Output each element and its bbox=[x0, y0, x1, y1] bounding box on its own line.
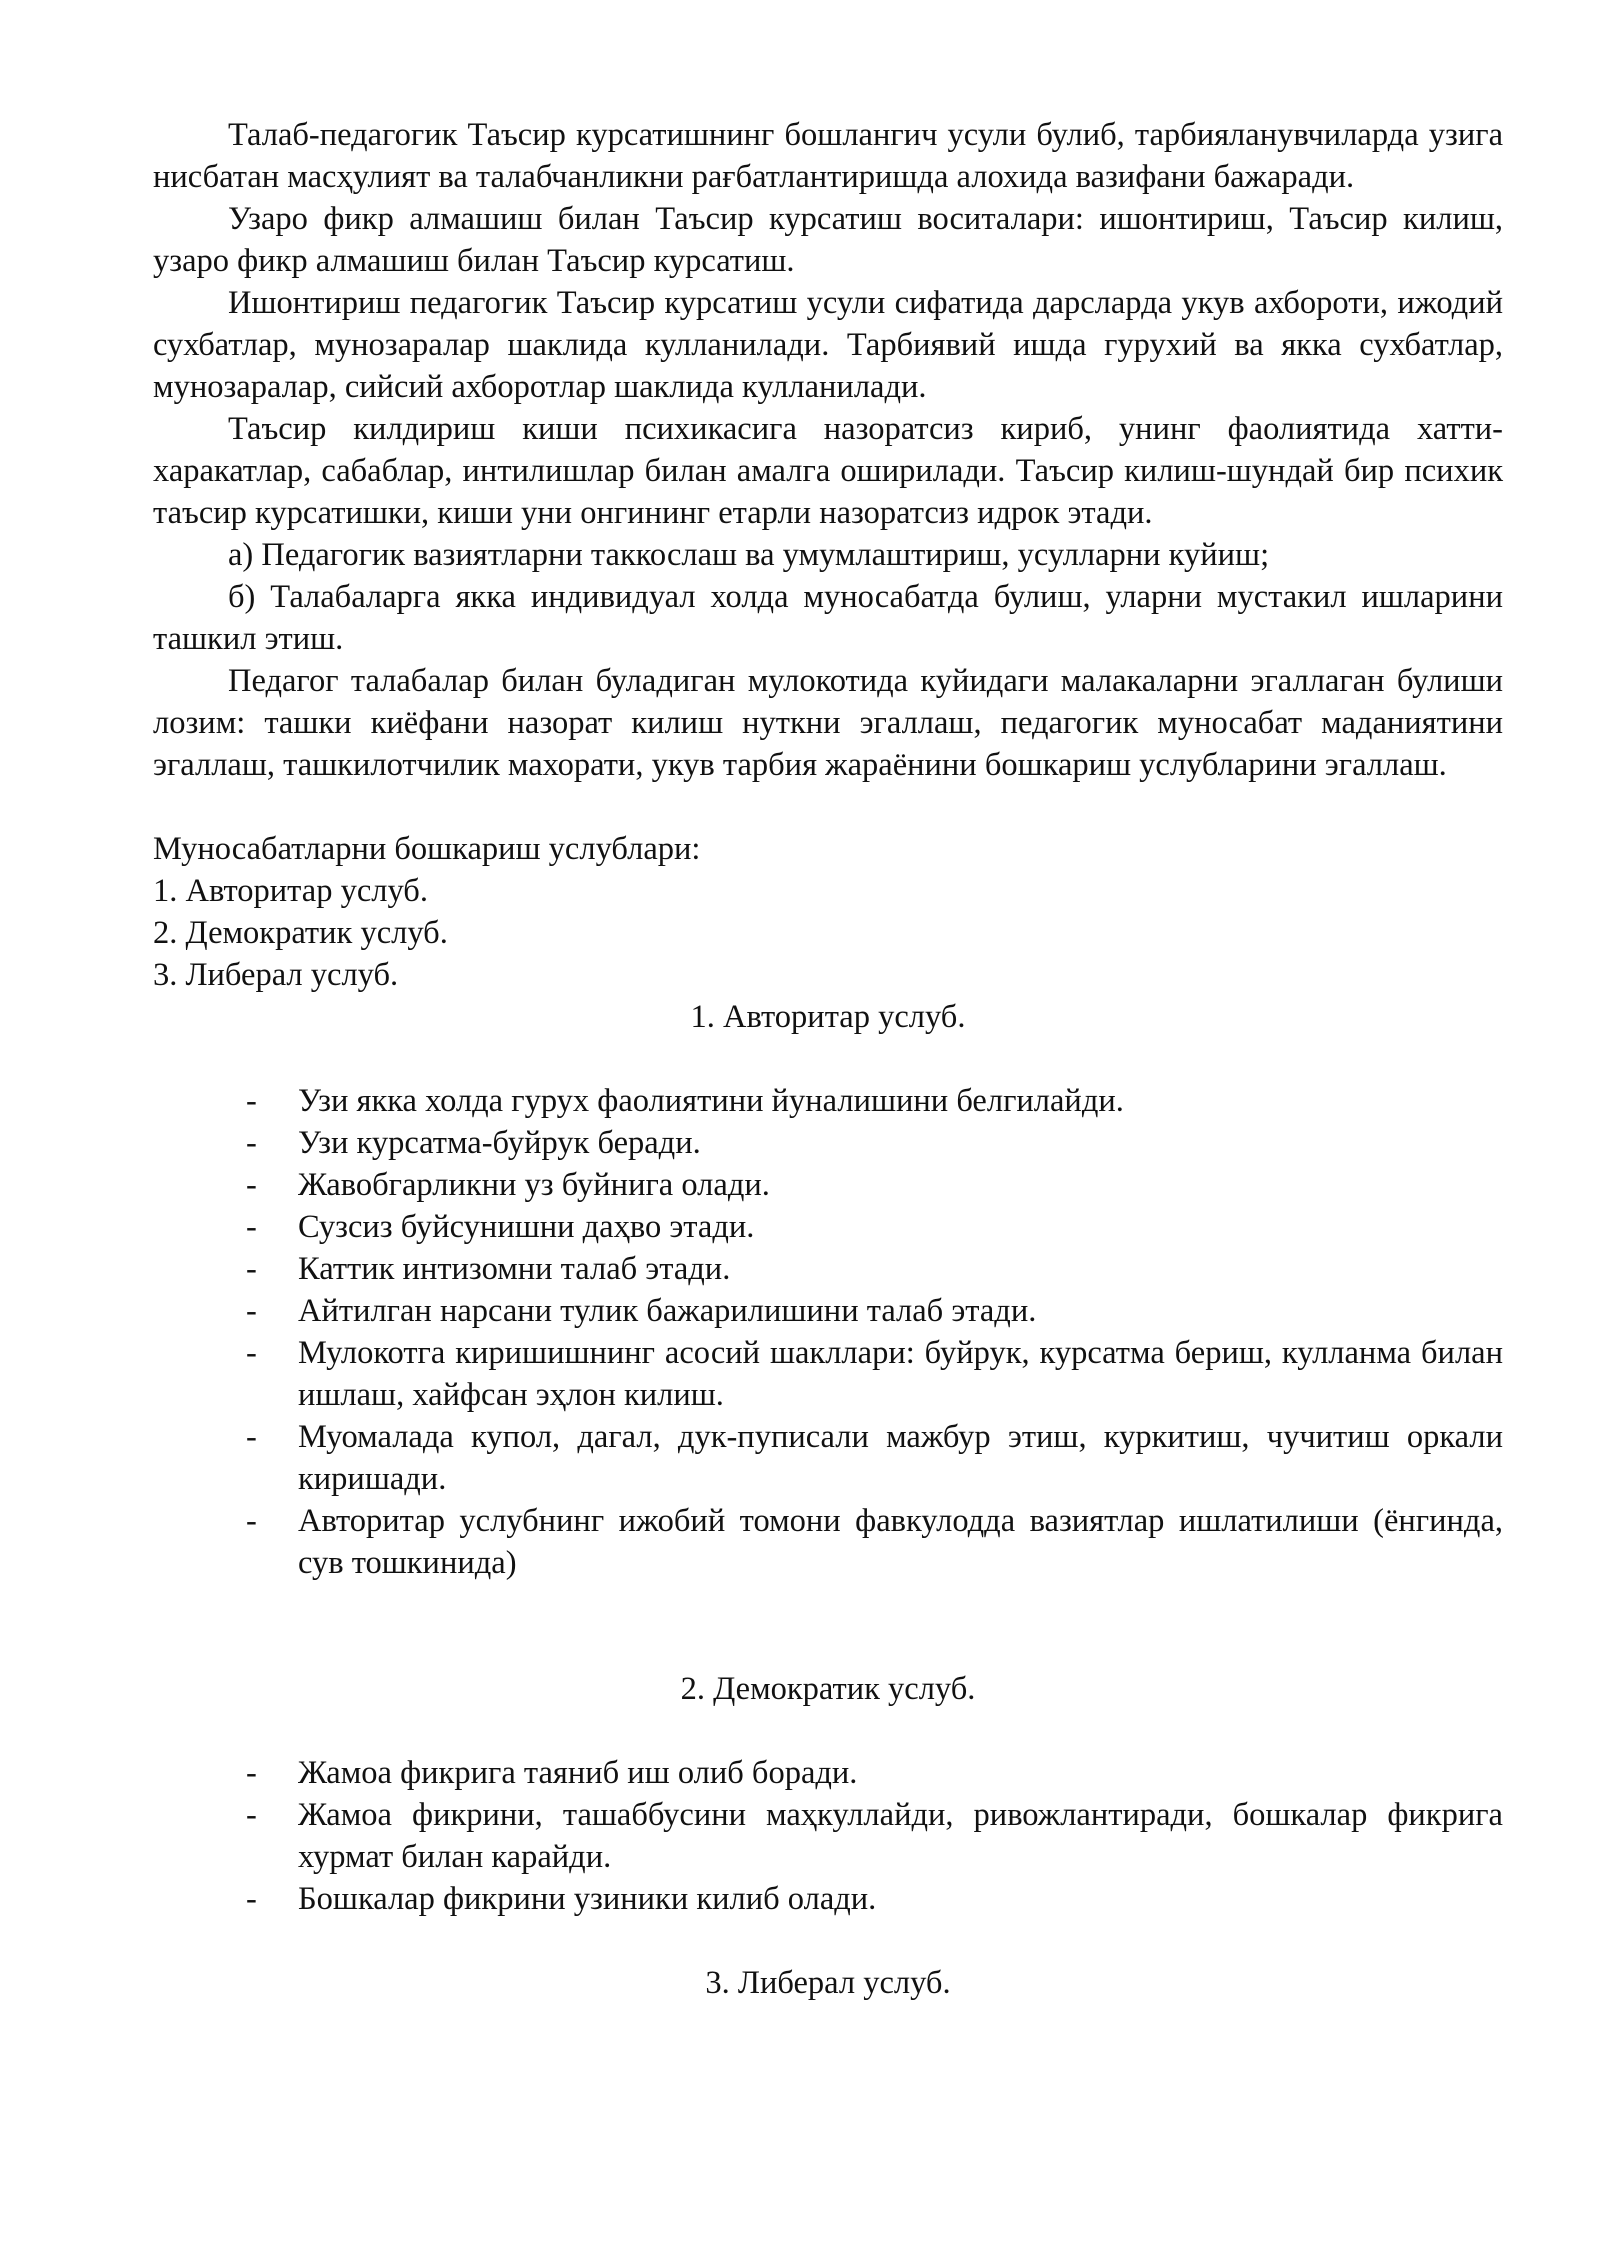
section-heading-democratic: 2. Демократик услуб. bbox=[680, 1671, 976, 1707]
list-item bbox=[153, 1878, 1503, 1920]
styles-list-title: Муносабатларни бошкариш услублари: bbox=[153, 831, 701, 867]
list-item bbox=[153, 1752, 1503, 1794]
list-item-text: Мулокотга киришишнинг асосий шакллари: буйрук, курсатма бериш, кулланма билан ишлаш, хайфсан эҳлон килиш. bbox=[298, 1335, 1503, 1413]
dash-bullet: - bbox=[246, 1167, 257, 1203]
styles-list-item-1: 1. Авторитар услуб. bbox=[153, 873, 428, 909]
intro-paragraph-7: Педагог талабалар билан буладиган мулокотида куйидаги малакаларни эгаллаган булиши лозим: ташки киёфани назорат килиш нуткни эгаллаш, педагогик муносабат маданиятини эгаллаш, ташкилотчилик махорати, укув тарбия жараёнини бошкариш услубларини эгаллаш. bbox=[153, 663, 1503, 783]
dash-bullet: - bbox=[246, 1881, 257, 1917]
intro-paragraph-2: Узаро фикр алмашиш билан Таъсир курсатиш воситалари: ишонтириш, Таъсир килиш, узаро фикр алмашиш билан Таъсир курсатиш. bbox=[153, 201, 1503, 279]
intro-paragraph-6: б) Талабаларга якка индивидуал холда муносабатда булиш, уларни мустакил ишларини ташкил этиш. bbox=[153, 579, 1503, 657]
democratic-list bbox=[153, 1752, 1503, 1920]
list-item-text: Бошкалар фикрини узиники килиб олади. bbox=[298, 1881, 877, 1917]
dash-bullet: - bbox=[246, 1797, 257, 1833]
list-item-text: Каттик интизомни талаб этади. bbox=[298, 1251, 731, 1287]
list-item-text: Жамоа фикрига таяниб иш олиб боради. bbox=[298, 1755, 858, 1791]
list-item bbox=[153, 1500, 1503, 1584]
blank-line bbox=[153, 1038, 1503, 1080]
dash-bullet: - bbox=[246, 1125, 257, 1161]
styles-list-item-2: 2. Демократик услуб. bbox=[153, 915, 448, 951]
intro-paragraph-4: Таъсир килдириш киши психикасига назоратсиз кириб, унинг фаолиятида хатти-харакатлар, сабаблар, интилишлар билан амалга оширилади. Таъсир килиш-шундай бир психик таъсир курсатишки, киши уни онгининг етарли назоратсиз идрок этади. bbox=[153, 411, 1503, 531]
blank-line bbox=[153, 1920, 1503, 1962]
dash-bullet: - bbox=[246, 1251, 257, 1287]
list-item bbox=[153, 1794, 1503, 1878]
list-item-text: Сузсиз буйсунишни даҳво этади. bbox=[298, 1209, 755, 1245]
list-item-text: Айтилган нарсани тулик бажарилишини талаб этади. bbox=[298, 1293, 1037, 1329]
dash-bullet: - bbox=[246, 1293, 257, 1329]
blank-line bbox=[153, 1584, 1503, 1668]
authoritarian-list bbox=[153, 1080, 1503, 1584]
list-item bbox=[153, 1080, 1503, 1122]
list-item-text: Жавобгарликни уз буйнига олади. bbox=[298, 1167, 770, 1203]
dash-bullet: - bbox=[246, 1209, 257, 1245]
list-item bbox=[153, 1164, 1503, 1206]
list-item-text: Авторитар услубнинг ижобий томони фавкулодда вазиятлар ишлатилиши (ёнгинда, сув тошкинида) bbox=[298, 1503, 1503, 1581]
list-item bbox=[153, 1206, 1503, 1248]
dash-bullet: - bbox=[246, 1755, 257, 1791]
section-heading-liberal: 3. Либерал услуб. bbox=[705, 1965, 951, 2001]
dash-bullet: - bbox=[246, 1335, 257, 1371]
intro-paragraph-3: Ишонтириш педагогик Таъсир курсатиш усули сифатида дарсларда укув ахбороти, ижодий сухбатлар, мунозаралар шаклида кулланилади. Тарбиявий ишда гурухий ва якка сухбатлар, мунозаралар, сийсий ахборотлар шаклида кулланилади. bbox=[153, 285, 1503, 405]
dash-bullet: - bbox=[246, 1419, 257, 1455]
document-page bbox=[153, 114, 1503, 2004]
blank-line bbox=[153, 786, 1503, 828]
dash-bullet: - bbox=[246, 1503, 257, 1539]
list-item bbox=[153, 1416, 1503, 1500]
list-item-text: Муомалада купол, дагал, дук-пуписали мажбур этиш, куркитиш, чучитиш оркали киришади. bbox=[298, 1419, 1503, 1497]
section-heading-authoritarian: 1. Авторитар услуб. bbox=[690, 999, 966, 1035]
intro-paragraph-5: а) Педагогик вазиятларни таккослаш ва умумлаштириш, усулларни куйиш; bbox=[228, 537, 1270, 573]
intro-paragraph-1: Талаб-педагогик Таъсир курсатишнинг бошлангич усули булиб, тарбияланувчиларда узига нисбатан масҳулият ва талабчанликни рағбатлантиришда алохида вазифани бажаради. bbox=[153, 117, 1503, 195]
list-item bbox=[153, 1122, 1503, 1164]
list-item-text: Узи курсатма-буйрук беради. bbox=[298, 1125, 701, 1161]
list-item-text: Узи якка холда гурух фаолиятини йуналишини белгилайди. bbox=[298, 1083, 1124, 1119]
styles-list-item-3: 3. Либерал услуб. bbox=[153, 957, 399, 993]
list-item bbox=[153, 1332, 1503, 1416]
list-item bbox=[153, 1248, 1503, 1290]
dash-bullet: - bbox=[246, 1083, 257, 1119]
list-item bbox=[153, 1290, 1503, 1332]
list-item-text: Жамоа фикрини, ташаббусини маҳкуллайди, ривожлантиради, бошкалар фикрига хурмат билан карайди. bbox=[298, 1797, 1503, 1875]
blank-line bbox=[153, 1710, 1503, 1752]
